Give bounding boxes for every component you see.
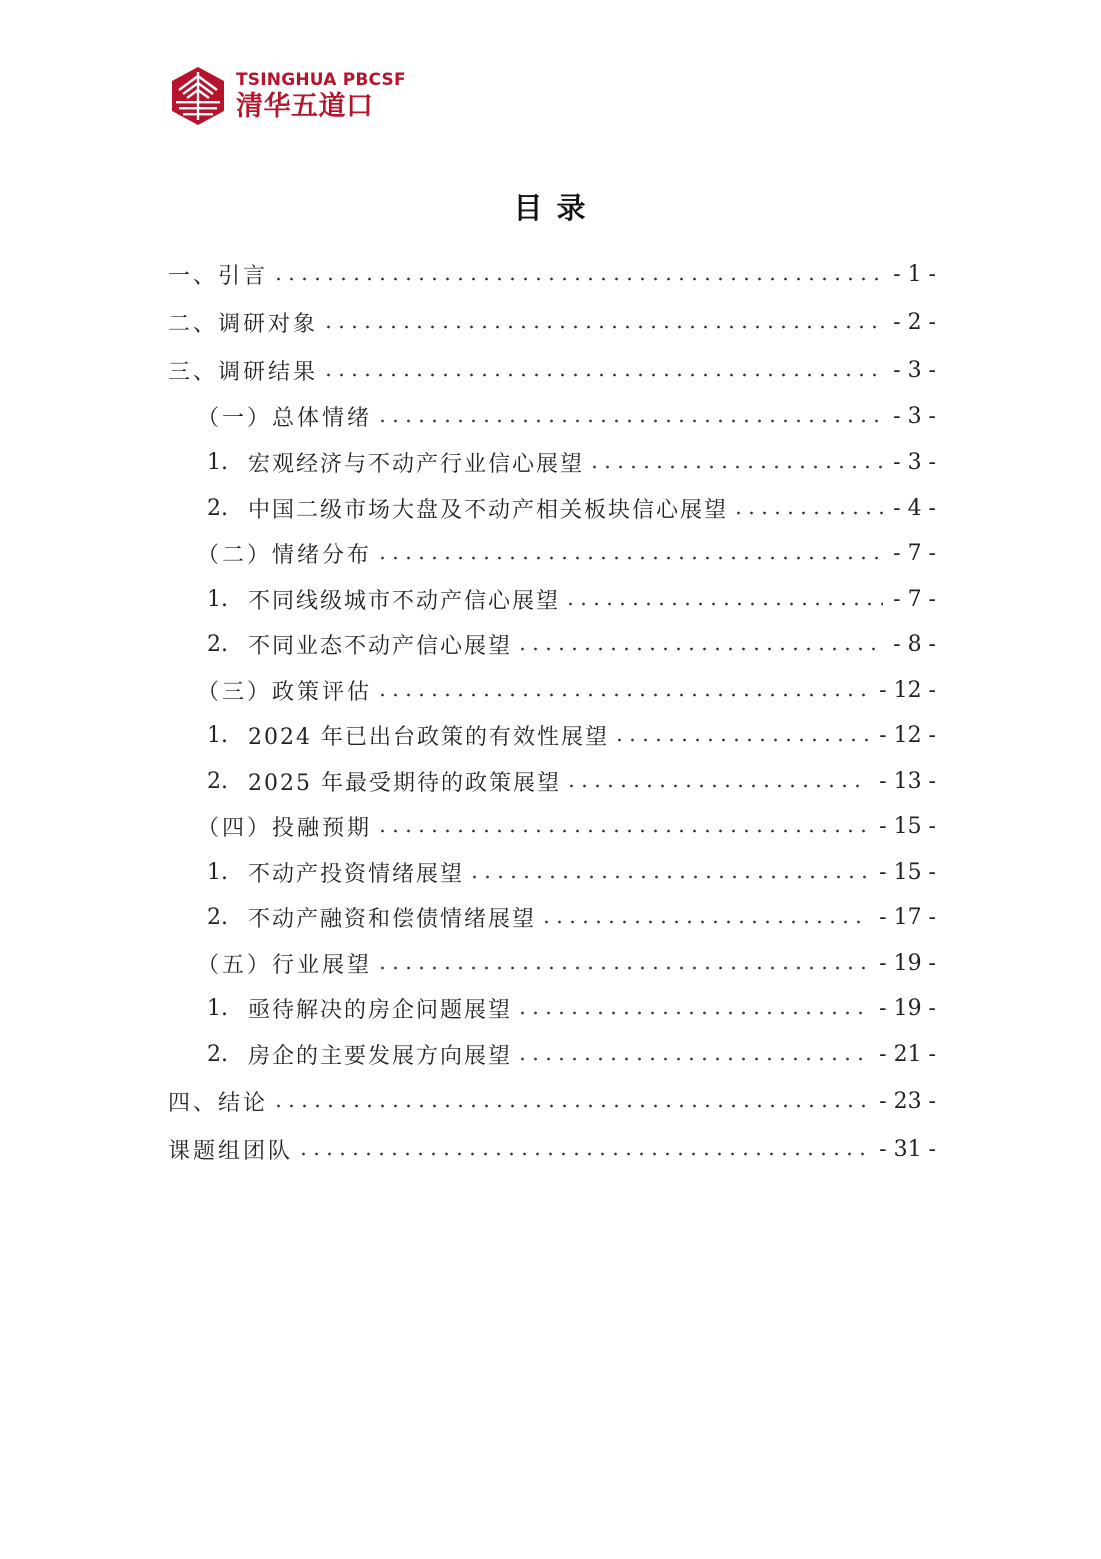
toc-dot-leader: [468, 875, 869, 879]
toc-page-number: - 31 -: [879, 1136, 936, 1162]
toc-entry-label: 三、调研结果: [168, 359, 319, 385]
toc-page-number: - 15 -: [879, 859, 936, 885]
logo-chinese-name: 清华五道口: [236, 91, 374, 122]
toc-entry-label: 房企的主要发展方向展望: [248, 1043, 513, 1069]
toc-entry-number: 1.: [207, 722, 228, 748]
toc-page-number: - 4 -: [893, 495, 936, 521]
toc-entry-label: 不同线级城市不动产信心展望: [248, 588, 561, 614]
toc-entry[interactable]: [207, 446, 936, 478]
toc-page-number: - 2 -: [893, 309, 936, 335]
toc-entry-label: 2024 年已出台政策的有效性展望: [248, 724, 609, 750]
toc-entry[interactable]: [207, 856, 936, 888]
toc-entry[interactable]: [207, 492, 936, 524]
toc-dot-leader: [516, 1011, 869, 1015]
toc-entry[interactable]: [207, 628, 936, 660]
toc-entry[interactable]: [197, 400, 936, 432]
toc-entry-number: 1.: [207, 859, 228, 885]
toc-entry-number: 2.: [207, 904, 228, 930]
toc-entry-number: 2.: [207, 631, 228, 657]
toc-dot-leader: [732, 511, 883, 515]
toc-dot-leader: [272, 277, 883, 281]
toc-page-number: - 3 -: [893, 449, 936, 475]
toc-entry-label: （一）总体情绪: [197, 405, 373, 431]
toc-entry-number: 1.: [207, 995, 228, 1021]
toc-entry[interactable]: [197, 674, 936, 706]
toc-entry[interactable]: [207, 583, 936, 615]
toc-dot-leader: [565, 784, 869, 788]
toc-dot-leader: [376, 829, 869, 833]
toc-page-number: - 19 -: [879, 995, 936, 1021]
toc-page-number: - 3 -: [893, 403, 936, 429]
toc-entry[interactable]: [197, 810, 936, 842]
toc-page-number: - 19 -: [879, 950, 936, 976]
toc-dot-leader: [613, 738, 869, 742]
toc-page-number: - 3 -: [893, 357, 936, 383]
toc-page-number: - 12 -: [879, 722, 936, 748]
toc-dot-leader: [564, 602, 883, 606]
toc-dot-leader: [376, 966, 869, 970]
toc-entry[interactable]: [207, 1038, 936, 1070]
toc-entry-label: 宏观经济与不动产行业信心展望: [248, 451, 585, 477]
toc-entry[interactable]: [207, 992, 936, 1024]
toc-entry[interactable]: [168, 354, 936, 386]
toc-entry-number: 1.: [207, 586, 228, 612]
toc-page-number: - 7 -: [893, 586, 936, 612]
toc-entry-label: （二）情绪分布: [197, 542, 373, 568]
toc-entry-label: 二、调研对象: [168, 311, 319, 337]
toc-entry-number: 1.: [207, 449, 228, 475]
toc-entry-number: 2.: [207, 495, 228, 521]
toc-dot-leader: [322, 325, 883, 329]
toc-page-number: - 17 -: [879, 904, 936, 930]
toc-dot-leader: [516, 647, 883, 651]
toc-entry-label: （五）行业展望: [197, 952, 373, 978]
toc-entry[interactable]: [197, 537, 936, 569]
toc-entry-label: 不同业态不动产信心展望: [248, 633, 513, 659]
toc-entry-label: 中国二级市场大盘及不动产相关板块信心展望: [248, 497, 729, 523]
toc-entry-label: 不动产融资和偿债情绪展望: [248, 906, 537, 932]
toc-dot-leader: [322, 373, 883, 377]
toc-dot-leader: [376, 556, 883, 560]
toc-entry[interactable]: [207, 901, 936, 933]
toc-dot-leader: [376, 693, 869, 697]
toc-page-number: - 23 -: [879, 1088, 936, 1114]
toc-page-number: - 15 -: [879, 813, 936, 839]
toc-entry[interactable]: [168, 306, 936, 338]
toc-entry-label: 课题组团队: [168, 1138, 294, 1164]
toc-entry[interactable]: [207, 765, 936, 797]
toc-entry-label: （三）政策评估: [197, 679, 373, 705]
toc-entry-label: 四、结论: [168, 1090, 269, 1116]
logo-english-name: TSINGHUA PBCSF: [236, 70, 406, 90]
toc-entry-label: 一、引言: [168, 263, 269, 289]
toc-entry-label: （四）投融预期: [197, 815, 373, 841]
toc-entry-label: 亟待解决的房企问题展望: [248, 997, 513, 1023]
toc-title: 目 录: [513, 191, 588, 225]
toc-entry[interactable]: [197, 947, 936, 979]
toc-entry-label: 2025 年最受期待的政策展望: [248, 770, 561, 796]
toc-entry[interactable]: [168, 258, 936, 290]
toc-page-number: - 13 -: [879, 768, 936, 794]
toc-page-number: - 21 -: [879, 1041, 936, 1067]
toc-page-number: - 12 -: [879, 677, 936, 703]
toc-page-number: - 7 -: [893, 540, 936, 566]
toc-dot-leader: [297, 1152, 869, 1156]
toc-entry-number: 2.: [207, 768, 228, 794]
toc-dot-leader: [540, 920, 869, 924]
toc-dot-leader: [516, 1057, 869, 1061]
toc-dot-leader: [376, 419, 883, 423]
toc-entry[interactable]: [168, 1085, 936, 1117]
toc-dot-leader: [272, 1104, 869, 1108]
toc-page-number: - 1 -: [893, 261, 936, 287]
toc-dot-leader: [588, 465, 883, 469]
toc-entry[interactable]: [168, 1133, 936, 1165]
toc-entry-label: 不动产投资情绪展望: [248, 861, 465, 887]
toc-page-number: - 8 -: [893, 631, 936, 657]
toc-entry[interactable]: [207, 719, 936, 751]
toc-entry-number: 2.: [207, 1041, 228, 1067]
